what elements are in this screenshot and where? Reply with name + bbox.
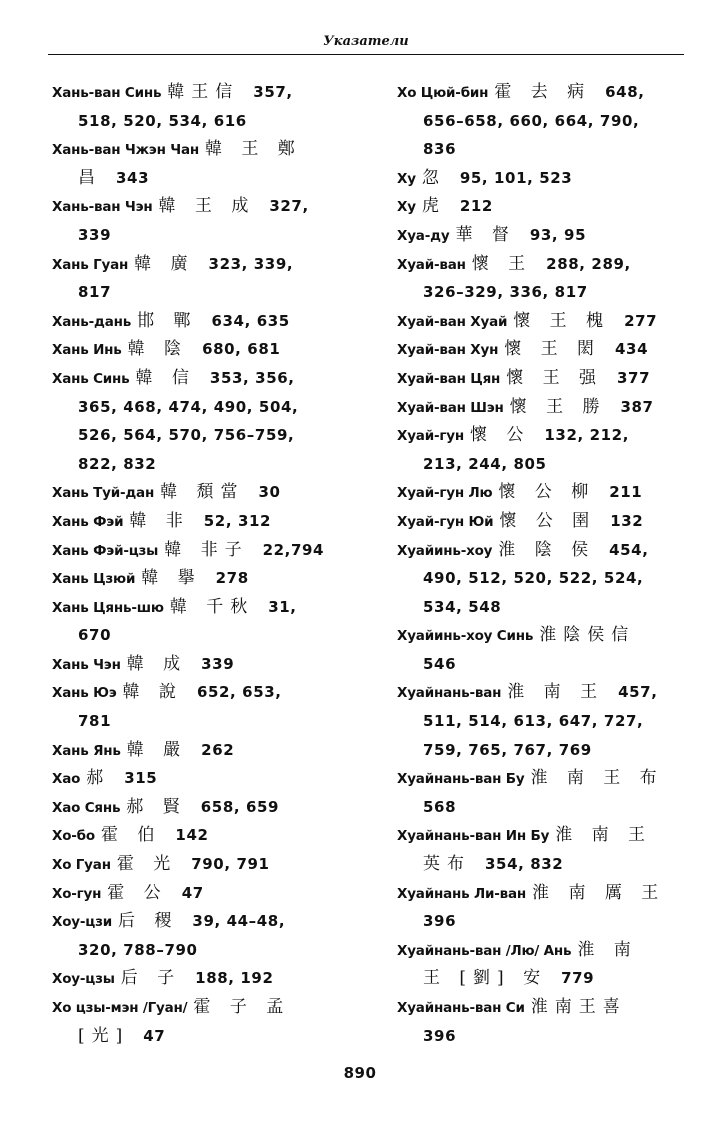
entry-pages: 779 bbox=[561, 969, 595, 988]
entry-term: Хуайинь-хоу Синь bbox=[397, 628, 534, 645]
entry-chinese: 韓 王 鄭 bbox=[205, 139, 302, 160]
page-number: 890 bbox=[343, 1064, 377, 1082]
index-entry bbox=[397, 764, 692, 821]
entry-pages: 836 bbox=[423, 140, 457, 159]
index-entry-continuation bbox=[397, 707, 692, 736]
index-entry-line bbox=[397, 335, 692, 364]
entry-chinese: 懷 王 閎 bbox=[504, 339, 602, 360]
entry-term: Хуа-ду bbox=[397, 227, 450, 244]
index-entry bbox=[52, 793, 352, 822]
entry-term: Хуай-гун bbox=[397, 428, 464, 445]
index-entry-line bbox=[397, 307, 692, 336]
index-entry bbox=[397, 879, 692, 936]
index-entry-continuation bbox=[52, 421, 352, 450]
index-entry-continuation bbox=[397, 736, 692, 765]
index-entry bbox=[52, 650, 352, 679]
entry-chinese: 懷 王 勝 bbox=[509, 396, 607, 417]
index-entry bbox=[397, 335, 692, 364]
entry-chinese: 韓 廣 bbox=[134, 253, 195, 274]
index-entry-line bbox=[397, 192, 692, 221]
entry-chinese: 淮 陰 侯 bbox=[498, 539, 596, 560]
index-entry-line bbox=[397, 936, 692, 965]
index-entry-line bbox=[52, 764, 352, 793]
entry-pages: 288, 289, bbox=[546, 254, 631, 273]
entry-pages: 326–329, 336, 817 bbox=[423, 283, 588, 302]
entry-term: Хань Чэн bbox=[52, 656, 121, 673]
index-entry-line bbox=[397, 678, 692, 707]
entry-term: Хуайнань-ван Бу bbox=[397, 771, 525, 788]
index-entry-line bbox=[52, 135, 352, 164]
index-entry bbox=[52, 593, 352, 650]
index-entry-line bbox=[52, 564, 352, 593]
entry-chinese: 淮 南 厲 王 bbox=[532, 882, 666, 903]
index-entry bbox=[397, 507, 692, 536]
index-entry-continuation bbox=[52, 164, 352, 193]
entry-term: Хуай-ван Хун bbox=[397, 342, 499, 359]
index-entry bbox=[397, 536, 692, 622]
index-entry bbox=[52, 564, 352, 593]
entry-pages: 817 bbox=[78, 283, 112, 302]
entry-term: Хо-бо bbox=[52, 828, 95, 845]
index-entry-continuation bbox=[397, 564, 692, 593]
entry-chinese: 韓 非子 bbox=[164, 539, 249, 560]
entry-pages: 30 bbox=[258, 483, 281, 502]
index-entry-line bbox=[52, 307, 352, 336]
entry-term: Хань Туй-дан bbox=[52, 485, 155, 502]
index-entry-line bbox=[397, 364, 692, 393]
index-entry bbox=[52, 850, 352, 879]
index-entry-continuation bbox=[397, 107, 692, 136]
entry-chinese: 韓 信 bbox=[135, 367, 196, 388]
entry-pages: 781 bbox=[78, 712, 112, 731]
index-entry bbox=[397, 936, 692, 993]
index-entry-continuation bbox=[52, 450, 352, 479]
index-entry bbox=[397, 478, 692, 507]
index-entry bbox=[397, 364, 692, 393]
index-entry-line bbox=[52, 793, 352, 822]
entry-chinese: 韓 擧 bbox=[141, 568, 202, 589]
index-entry-line bbox=[52, 907, 352, 936]
entry-term: Хань Фэй-цзы bbox=[52, 542, 159, 559]
entry-chinese: 英布 bbox=[423, 854, 471, 875]
entry-pages: 353, 356, bbox=[209, 368, 295, 387]
entry-pages: 396 bbox=[423, 1026, 457, 1045]
entry-term: Хань-ван Чжэн Чан bbox=[52, 142, 199, 159]
entry-term: Хань Фэй bbox=[52, 513, 124, 530]
entry-chinese: 華 督 bbox=[455, 224, 516, 245]
index-entry-line bbox=[397, 393, 692, 422]
entry-chinese: 韓 成 bbox=[126, 653, 188, 674]
entry-term: Ху bbox=[397, 170, 416, 187]
index-entry bbox=[397, 393, 692, 422]
index-entry-continuation bbox=[397, 964, 692, 993]
entry-pages: 278 bbox=[215, 569, 249, 588]
index-entry bbox=[52, 335, 352, 364]
index-entry bbox=[397, 192, 692, 221]
index-entry bbox=[52, 307, 352, 336]
entry-chinese: 韓王信 bbox=[167, 82, 240, 102]
entry-pages: 658, 659 bbox=[200, 797, 280, 816]
index-entry bbox=[52, 821, 352, 850]
index-entry-line bbox=[52, 250, 352, 279]
entry-chinese: 韓 千秋 bbox=[169, 596, 255, 617]
entry-pages: 534, 548 bbox=[423, 597, 502, 616]
entry-chinese: 懷 公 圉 bbox=[499, 510, 597, 531]
entry-pages: 315 bbox=[124, 769, 158, 788]
index-entry bbox=[397, 421, 692, 478]
entry-chinese: 韓 嚴 bbox=[126, 739, 188, 760]
entry-pages: 759, 765, 767, 769 bbox=[423, 740, 592, 759]
entry-pages: 31, bbox=[268, 597, 297, 616]
index-entry-continuation bbox=[52, 1022, 352, 1051]
entry-chinese: 韓 非 bbox=[129, 510, 190, 531]
index-entry bbox=[397, 307, 692, 336]
entry-pages: 132, 212, bbox=[544, 426, 630, 445]
entry-pages: 339 bbox=[201, 654, 235, 673]
index-entry-line bbox=[397, 536, 692, 565]
index-entry-continuation bbox=[52, 107, 352, 136]
index-entry bbox=[52, 192, 352, 249]
entry-term: Ху bbox=[397, 199, 416, 216]
index-entry-line bbox=[52, 964, 352, 993]
index-entry bbox=[52, 764, 352, 793]
index-entry-continuation bbox=[397, 278, 692, 307]
entry-chinese: 淮 南 王 bbox=[507, 682, 605, 703]
entry-term: Хо Гуан bbox=[52, 857, 111, 874]
index-entry-line bbox=[52, 507, 352, 536]
entry-pages: 188, 192 bbox=[195, 969, 274, 988]
index-entry-continuation bbox=[397, 850, 692, 879]
index-entry-line bbox=[397, 478, 692, 507]
entry-term: Хань Юэ bbox=[52, 685, 117, 702]
index-entry-line bbox=[397, 993, 692, 1022]
index-entry-continuation bbox=[52, 707, 352, 736]
index-column-left bbox=[52, 78, 352, 1050]
entry-chinese: 懷 公 bbox=[469, 425, 531, 446]
entry-chinese: 虎 bbox=[421, 196, 446, 217]
entry-pages: 457, bbox=[618, 683, 658, 702]
entry-chinese: 韓 說 bbox=[122, 682, 183, 703]
entry-pages: 454, bbox=[609, 540, 649, 559]
entry-term: Хуайнань-ван Ин Бу bbox=[397, 828, 550, 845]
entry-chinese: 淮陰侯信 bbox=[539, 625, 636, 646]
entry-pages: 47 bbox=[143, 1026, 166, 1045]
index-entry-continuation bbox=[52, 221, 352, 250]
index-entry-continuation bbox=[397, 793, 692, 822]
entry-chinese: 懷 公 柳 bbox=[498, 482, 596, 503]
index-entry bbox=[52, 993, 352, 1050]
entry-chinese: 霍 光 bbox=[116, 854, 178, 875]
entry-term: Хуай-ван bbox=[397, 256, 466, 273]
index-entry-line bbox=[52, 478, 352, 507]
entry-term: Хоу-цзы bbox=[52, 971, 115, 988]
index-entry-continuation bbox=[397, 450, 692, 479]
index-entry-line bbox=[52, 364, 352, 393]
index-entry-line bbox=[397, 250, 692, 279]
entry-chinese: 郝 賢 bbox=[126, 796, 187, 817]
entry-term: Хоу-цзи bbox=[52, 914, 112, 931]
entry-term: Хо-гун bbox=[52, 885, 102, 902]
index-entry-continuation bbox=[52, 936, 352, 965]
entry-term: Хуай-гун Юй bbox=[397, 513, 494, 530]
entry-pages: 396 bbox=[423, 912, 457, 931]
index-entry bbox=[52, 135, 352, 192]
entry-term: Хуайнань-ван Си bbox=[397, 1000, 525, 1016]
entry-pages: 490, 512, 520, 522, 524, bbox=[423, 569, 644, 588]
entry-pages: 52, 312 bbox=[203, 511, 272, 530]
entry-pages: 365, 468, 474, 490, 504, bbox=[78, 397, 299, 416]
entry-chinese: 王 [劉] 安 bbox=[423, 968, 548, 989]
index-entry bbox=[52, 507, 352, 536]
index-entry-line bbox=[397, 221, 692, 250]
index-entry-line bbox=[397, 164, 692, 193]
entry-pages: 212 bbox=[459, 197, 493, 216]
entry-pages: 546 bbox=[423, 654, 457, 673]
index-entry-line bbox=[52, 335, 352, 364]
entry-chinese: 忽 bbox=[421, 167, 446, 188]
entry-term: Хуай-ван Цян bbox=[397, 370, 501, 387]
index-entry-continuation bbox=[397, 907, 692, 936]
entry-pages: 39, 44–48, bbox=[192, 912, 286, 931]
index-entry bbox=[52, 964, 352, 993]
entry-term: Хуай-гун Лю bbox=[397, 485, 493, 502]
entry-pages: 343 bbox=[116, 168, 150, 187]
index-entry-line bbox=[397, 621, 692, 650]
index-entry-line bbox=[52, 192, 352, 221]
entry-pages: 357, bbox=[253, 83, 293, 101]
entry-chinese: 昌 bbox=[78, 167, 102, 188]
entry-pages: 434 bbox=[615, 340, 649, 359]
entry-term: Хуайнань-ван bbox=[397, 685, 502, 702]
entry-chinese: 郝 bbox=[86, 768, 111, 789]
index-entry-continuation bbox=[52, 278, 352, 307]
index-entry-line bbox=[52, 536, 352, 565]
index-entry-line bbox=[52, 78, 352, 107]
entry-chinese: [光] bbox=[78, 1025, 130, 1046]
entry-chinese: 霍 公 bbox=[107, 882, 168, 903]
entry-term: Хань-ван Синь bbox=[52, 85, 162, 101]
entry-term: Хуайнань Ли-ван bbox=[397, 885, 527, 902]
index-entry-continuation bbox=[397, 593, 692, 622]
index-entry bbox=[52, 879, 352, 908]
entry-term: Хань Синь bbox=[52, 370, 130, 387]
index-entry-line bbox=[52, 850, 352, 879]
index-entry-line bbox=[52, 879, 352, 908]
entry-pages: 790, 791 bbox=[191, 855, 270, 874]
entry-term: Хань-ван Чэн bbox=[52, 199, 153, 216]
entry-chinese: 后 子 bbox=[120, 968, 182, 989]
entry-pages: 652, 653, bbox=[196, 683, 282, 702]
entry-pages: 22,794 bbox=[262, 540, 325, 559]
entry-chinese: 懷 王 槐 bbox=[513, 310, 611, 331]
index-entry-continuation bbox=[397, 1022, 692, 1051]
entry-pages: 354, 832 bbox=[485, 855, 564, 874]
entry-term: Хао Сянь bbox=[52, 799, 121, 816]
entry-pages: 320, 788–790 bbox=[78, 940, 198, 959]
entry-term: Хань Инь bbox=[52, 342, 122, 359]
entry-pages: 323, 339, bbox=[208, 254, 294, 273]
entry-chinese: 懷 王 强 bbox=[506, 367, 603, 388]
entry-pages: 339 bbox=[78, 225, 112, 244]
entry-term: Хань Цянь-шю bbox=[52, 599, 164, 616]
index-entry-line bbox=[52, 593, 352, 622]
entry-pages: 511, 514, 613, 647, 727, bbox=[423, 712, 644, 731]
entry-chinese: 淮 南 bbox=[577, 939, 638, 960]
entry-term: Хань Янь bbox=[52, 742, 121, 759]
entry-pages: 95, 101, 523 bbox=[459, 168, 573, 187]
entry-term: Хо цзы-мэн /Гуан/ bbox=[52, 1000, 188, 1016]
entry-chinese: 懷 王 bbox=[471, 253, 533, 274]
index-entry-line bbox=[397, 78, 692, 107]
index-entry-line bbox=[397, 507, 692, 536]
index-entry-line bbox=[52, 993, 352, 1022]
index-entry-line bbox=[52, 650, 352, 679]
entry-chinese: 邯 鄲 bbox=[137, 310, 198, 331]
entry-chinese: 韓 王 成 bbox=[158, 196, 256, 217]
entry-chinese: 霍 子 孟 bbox=[193, 997, 291, 1017]
entry-term: Хань Гуан bbox=[52, 256, 129, 273]
index-entry-continuation bbox=[52, 621, 352, 650]
index-entry-line bbox=[397, 879, 692, 908]
index-entry bbox=[52, 736, 352, 765]
entry-term: Хань-дань bbox=[52, 313, 132, 330]
entry-pages: 518, 520, 534, 616 bbox=[78, 111, 247, 130]
entry-term: Хуай-ван Шэн bbox=[397, 399, 504, 416]
index-entry-line bbox=[397, 821, 692, 850]
entry-pages: 262 bbox=[201, 740, 235, 759]
entry-pages: 327, bbox=[269, 197, 309, 216]
entry-pages: 377 bbox=[617, 368, 651, 387]
index-entry-line bbox=[397, 764, 692, 793]
entry-chinese: 韓 陰 bbox=[127, 339, 189, 360]
entry-term: Хуайинь-хоу bbox=[397, 542, 493, 559]
index-column-right bbox=[397, 78, 692, 1050]
header-rule bbox=[48, 54, 684, 55]
index-entry bbox=[397, 821, 692, 878]
index-entry bbox=[397, 164, 692, 193]
entry-term: Хао bbox=[52, 771, 81, 788]
entry-chinese: 淮 南 王 布 bbox=[530, 768, 664, 789]
index-entry-continuation bbox=[397, 135, 692, 164]
index-entry-line bbox=[397, 421, 692, 450]
entry-pages: 277 bbox=[624, 311, 658, 330]
entry-pages: 47 bbox=[181, 883, 204, 902]
entry-term: Хань Цзюй bbox=[52, 571, 136, 588]
index-entry bbox=[397, 678, 692, 764]
index-entry bbox=[397, 78, 692, 164]
index-entry bbox=[52, 678, 352, 735]
entry-term: Хо Цюй-бин bbox=[397, 85, 489, 101]
index-entry-continuation bbox=[52, 393, 352, 422]
entry-pages: 634, 635 bbox=[211, 311, 290, 330]
entry-pages: 211 bbox=[609, 483, 643, 502]
entry-chinese: 淮南王喜 bbox=[530, 997, 627, 1017]
index-entry-line bbox=[52, 678, 352, 707]
entry-chinese: 霍 伯 bbox=[101, 825, 162, 846]
entry-pages: 387 bbox=[620, 397, 654, 416]
entry-pages: 93, 95 bbox=[529, 225, 587, 244]
index-entry bbox=[52, 364, 352, 478]
entry-term: Хуайнань-ван /Лю/ Ань bbox=[397, 942, 572, 959]
entry-term: Хуай-ван Хуай bbox=[397, 313, 508, 330]
index-entry-line bbox=[52, 821, 352, 850]
index-entry-continuation bbox=[397, 650, 692, 679]
index-entry bbox=[52, 907, 352, 964]
index-entry bbox=[397, 621, 692, 678]
entry-pages: 568 bbox=[423, 797, 457, 816]
entry-pages: 132 bbox=[610, 511, 644, 530]
index-entry bbox=[397, 993, 692, 1050]
entry-chinese: 后 稷 bbox=[118, 911, 179, 932]
index-entry bbox=[52, 78, 352, 135]
index-entry bbox=[397, 250, 692, 307]
entry-pages: 648, bbox=[605, 83, 645, 101]
index-entry bbox=[52, 478, 352, 507]
entry-pages: 213, 244, 805 bbox=[423, 454, 547, 473]
entry-pages: 822, 832 bbox=[78, 454, 157, 473]
index-entry bbox=[52, 250, 352, 307]
index-entry bbox=[52, 536, 352, 565]
index-entry bbox=[397, 221, 692, 250]
entry-pages: 670 bbox=[78, 626, 112, 645]
entry-pages: 680, 681 bbox=[202, 340, 281, 359]
entry-pages: 656–658, 660, 664, 790, bbox=[423, 111, 640, 130]
entry-chinese: 霍 去 病 bbox=[494, 82, 592, 102]
index-entry-line bbox=[52, 736, 352, 765]
entry-pages: 142 bbox=[175, 826, 209, 845]
running-header: Указатели bbox=[323, 34, 409, 49]
entry-chinese: 韓 頹當 bbox=[160, 482, 245, 503]
entry-pages: 526, 564, 570, 756–759, bbox=[78, 426, 295, 445]
entry-chinese: 淮 南 王 bbox=[555, 825, 652, 846]
